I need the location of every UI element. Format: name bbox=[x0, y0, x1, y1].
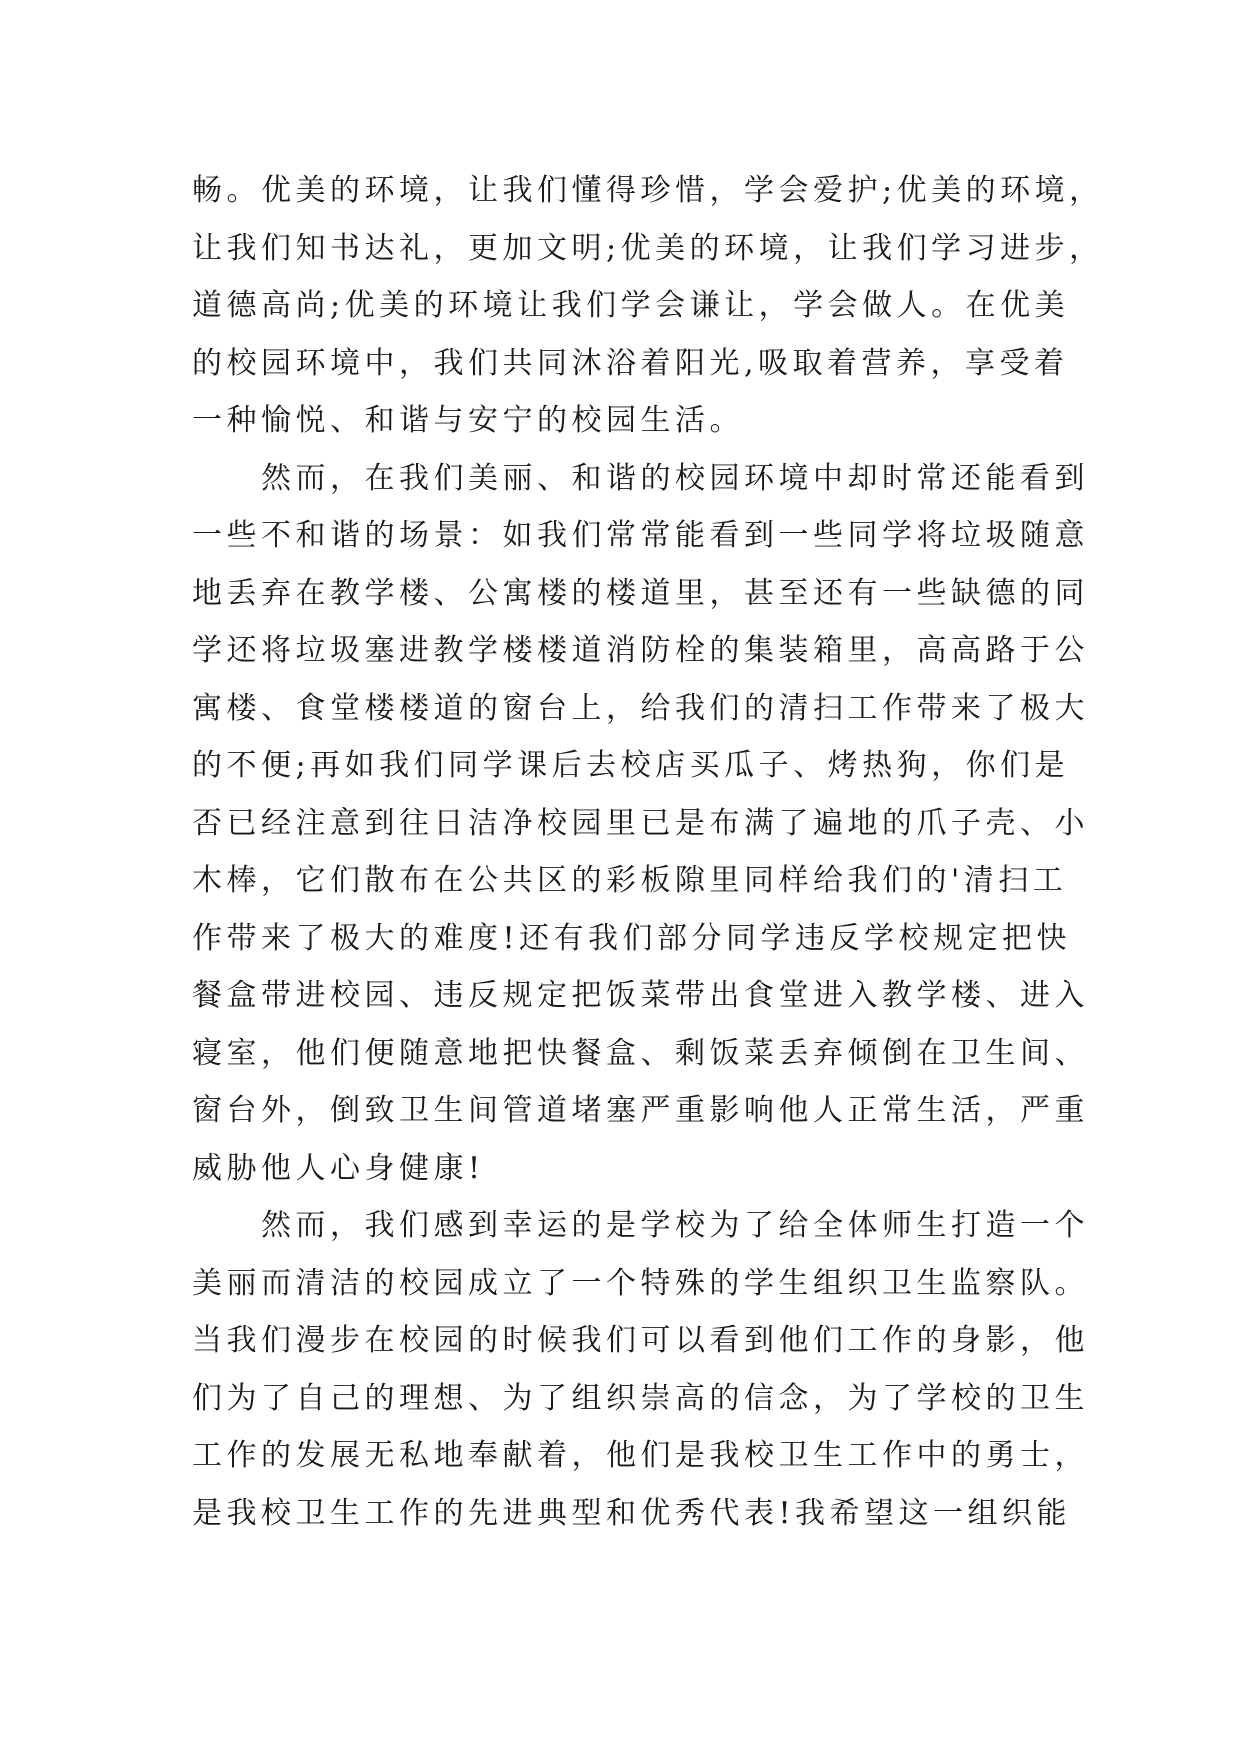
text-line: 工作的发展无私地奉献着，他们是我校卫生工作中的勇士， bbox=[192, 1438, 1089, 1473]
text-line: 木棒，它们散布在公共区的彩板隙里同样给我们的'清扫工 bbox=[192, 863, 1068, 898]
text-line: 们为了自己的理想、为了组织崇高的信念，为了学校的卫生 bbox=[192, 1380, 1089, 1416]
text-line: 让我们知书达礼，更加文明;优美的环境，让我们学习进步， bbox=[192, 230, 1104, 266]
text-line: 一种愉悦、和谐与安宁的校园生活。 bbox=[192, 403, 744, 438]
text-line: 道德高尚;优美的环境让我们学会谦让，学会做人。在优美 bbox=[192, 288, 1070, 323]
body-text bbox=[192, 162, 1104, 1542]
text-line: 然而，在我们美丽、和谐的校园环境中却时常还能看到 bbox=[192, 460, 1089, 496]
text-line: 的校园环境中，我们共同沐浴着阳光,吸取着营养，享受着 bbox=[192, 345, 1069, 381]
text-line: 畅。优美的环境，让我们懂得珍惜，学会爱护;优美的环境， bbox=[192, 173, 1104, 208]
text-line: 地丢弃在教学楼、公寓楼的楼道里，甚至还有一些缺德的同 bbox=[192, 575, 1089, 611]
text-line: 否已经注意到往日洁净校园里已是布满了遍地的爪子壳、小 bbox=[192, 805, 1089, 841]
text-line: 美丽而清洁的校园成立了一个特殊的学生组织卫生监察队。 bbox=[192, 1265, 1089, 1301]
text-line: 学还将垃圾塞进教学楼楼道消防栓的集装箱里，高高路于公 bbox=[192, 633, 1089, 668]
text-line: 寓楼、食堂楼楼道的窗台上，给我们的清扫工作带来了极大 bbox=[192, 690, 1089, 726]
text-line: 餐盒带进校园、违反规定把饭菜带出食堂进入教学楼、进入 bbox=[192, 978, 1089, 1013]
text-line: 威胁他人心身健康! bbox=[192, 1150, 485, 1186]
text-line: 当我们漫步在校园的时候我们可以看到他们工作的身影，他 bbox=[192, 1323, 1089, 1358]
text-line: 一些不和谐的场景：如我们常常能看到一些同学将垃圾随意 bbox=[192, 518, 1089, 553]
text-line: 窗台外，倒致卫生间管道堵塞严重影响他人正常生活，严重 bbox=[192, 1093, 1089, 1128]
text-line: 然而，我们感到幸运的是学校为了给全体师生打造一个 bbox=[192, 1208, 1089, 1243]
text-line: 寝室，他们便随意地把快餐盒、剩饭菜丢弃倾倒在卫生间、 bbox=[192, 1035, 1089, 1071]
text-line: 是我校卫生工作的先进典型和优秀代表!我希望这一组织能 bbox=[192, 1495, 1072, 1531]
text-line: 作带来了极大的难度!还有我们部分同学违反学校规定把快 bbox=[192, 920, 1072, 956]
text-line: 的不便;再如我们同学课后去校店买瓜子、烤热狗，你们是 bbox=[192, 748, 1070, 783]
